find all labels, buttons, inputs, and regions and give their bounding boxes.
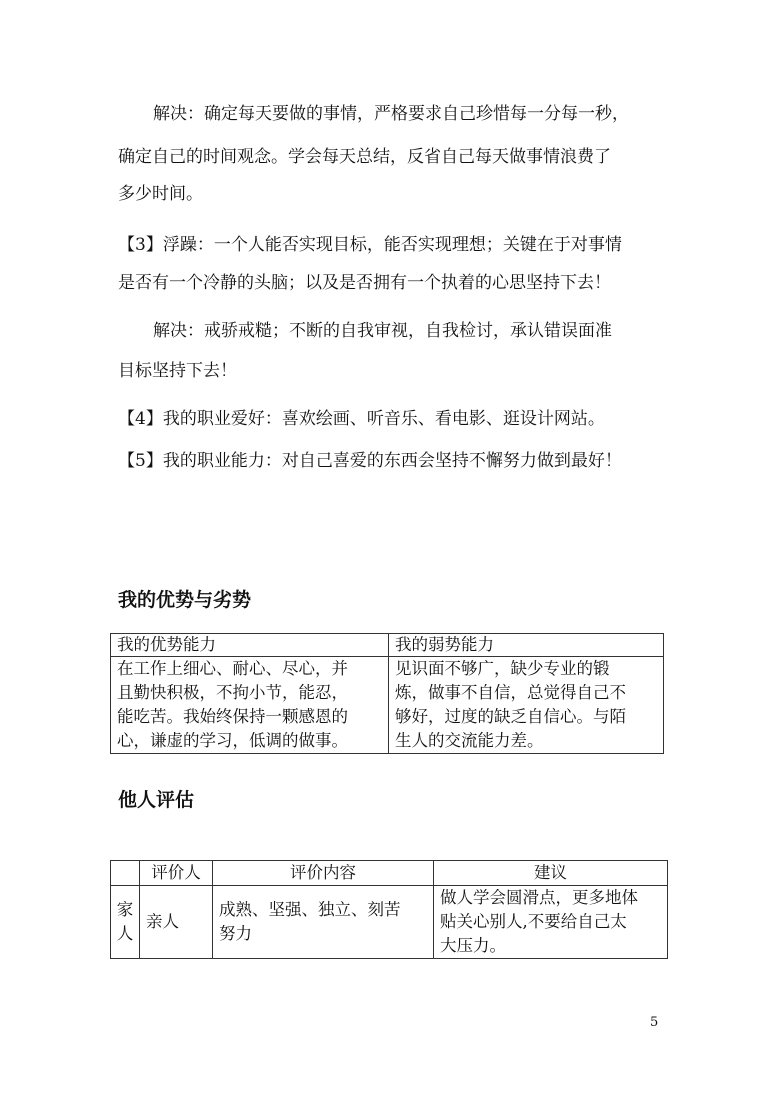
- page-number: 5: [650, 1015, 659, 1030]
- paragraph-line: 确定自己的时间观念。学会每天总结，反省自己每天做事情浪费了: [118, 147, 611, 167]
- cell-line: 人: [116, 924, 134, 943]
- strengths-cell: [111, 657, 389, 754]
- cell-line: 家: [116, 900, 134, 919]
- content-cell: [213, 886, 434, 959]
- paragraph-line: 解决：确定每天要做的事情，严格要求自己珍惜每一分每一秒，: [153, 104, 629, 124]
- table-header-weaknesses: 我的弱势能力: [389, 634, 664, 657]
- cell-line: 心，谦虚的学习，低调的做事。: [117, 731, 348, 750]
- paragraph-line: 是否有一个冷静的头脑；以及是否拥有一个执着的心思坚持下去！: [118, 273, 611, 293]
- section-heading-evaluation: 他人评估: [118, 789, 195, 811]
- paragraph-line: 目标坚持下去！: [118, 361, 237, 381]
- cell-line: 大压力。: [440, 936, 506, 955]
- cell-line: 在工作上细心、耐心、尽心，并: [117, 659, 348, 678]
- paragraph-line: 【5】我的职业能力：对自己喜爱的东西会坚持不懈努力做到最好！: [118, 451, 622, 471]
- cell-line: 成熟、坚强、独立、刻苦: [219, 900, 401, 919]
- evaluator-cell: 亲人: [140, 886, 213, 959]
- strengths-weaknesses-table: [110, 633, 664, 754]
- table-header-advice: 建议: [434, 861, 668, 886]
- cell-line: 贴关心别人,不要给自己太: [440, 912, 627, 931]
- paragraph-line: 解决：戒骄戒糙；不断的自我审视，自我检讨，承认错误面准: [153, 321, 612, 341]
- cell-line: 能吃苦。我始终保持一颗感恩的: [117, 707, 348, 726]
- cell-line: 够好，过度的缺乏自信心。与陌: [395, 707, 626, 726]
- paragraph-line: 【4】我的职业爱好：喜欢绘画、听音乐、看电影、逛设计网站。: [118, 409, 605, 429]
- advice-cell: [434, 886, 668, 959]
- cell-line: 做人学会圆滑点，更多地体: [440, 888, 638, 907]
- cell-line: 努力: [219, 924, 252, 943]
- table-header-strengths: 我的优势能力: [111, 634, 389, 657]
- evaluation-table: [110, 860, 668, 959]
- section-heading-strengths: 我的优势与劣势: [118, 589, 252, 611]
- cell-line: 炼，做事不自信，总觉得自己不: [395, 683, 626, 702]
- table-header-content: 评价内容: [213, 861, 434, 886]
- paragraph-line: 【3】浮躁：一个人能否实现目标，能否实现理想；关键在于对事情: [118, 235, 622, 255]
- paragraph-line: 多少时间。: [118, 184, 203, 204]
- cell-line: 且勤快积极，不拘小节，能忍，: [117, 683, 348, 702]
- table-header-evaluator: 评价人: [140, 861, 213, 886]
- table-header-blank: [111, 861, 140, 886]
- cell-line: 见识面不够广，缺少专业的锻: [395, 659, 610, 678]
- cell-line: 生人的交流能力差。: [395, 731, 544, 750]
- weaknesses-cell: [389, 657, 664, 754]
- category-cell: [111, 886, 140, 959]
